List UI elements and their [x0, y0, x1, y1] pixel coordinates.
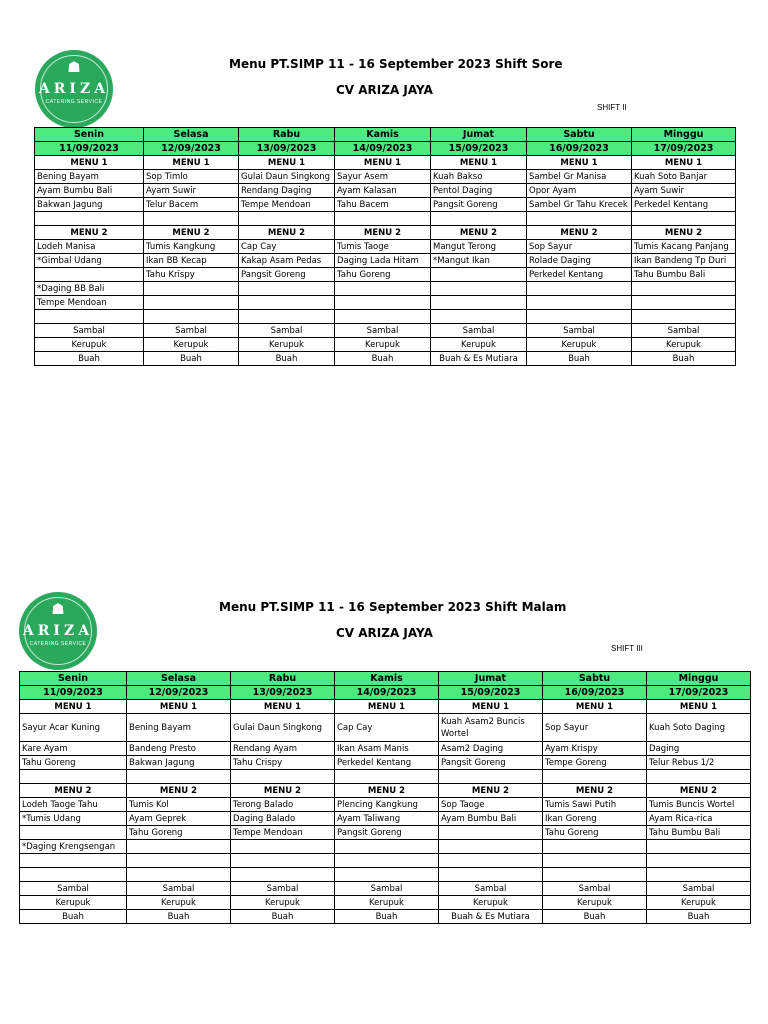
- table-cell: Sambal: [127, 882, 231, 896]
- table-cell: Sambal: [431, 324, 527, 338]
- table-cell: MENU 1: [647, 700, 751, 714]
- table-cell: Sop Sayur: [527, 240, 632, 254]
- company-name: CV ARIZA JAYA: [336, 83, 433, 97]
- table-cell: [647, 770, 751, 784]
- table-cell: Tahu Krispy: [144, 268, 239, 282]
- table-cell: Buah: [647, 910, 751, 924]
- table-cell: Kerupuk: [231, 896, 335, 910]
- table-cell: 12/09/2023: [144, 142, 239, 156]
- table-cell: Ayam Rica-rica: [647, 812, 751, 826]
- table-cell: Buah: [335, 910, 439, 924]
- table-cell: Selasa: [127, 672, 231, 686]
- table-cell: Sambal: [543, 882, 647, 896]
- table-cell: [335, 854, 439, 868]
- table-cell: Tempe Mendoan: [35, 296, 144, 310]
- table-cell: [439, 840, 543, 854]
- table-cell: MENU 1: [144, 156, 239, 170]
- table-cell: [239, 310, 335, 324]
- table-cell: Sambal: [527, 324, 632, 338]
- table-cell: Kerupuk: [335, 896, 439, 910]
- table-cell: Daging: [647, 742, 751, 756]
- table-cell: Opor Ayam: [527, 184, 632, 198]
- table-row: [35, 310, 736, 324]
- table-cell: [335, 296, 431, 310]
- table-cell: Sambal: [632, 324, 736, 338]
- table-cell: [144, 310, 239, 324]
- table-cell: MENU 2: [20, 784, 127, 798]
- ariza-logo: [19, 592, 97, 670]
- table-cell: MENU 2: [543, 784, 647, 798]
- table-cell: Perkedel Kentang: [632, 198, 736, 212]
- menu1-header-row: [20, 700, 751, 714]
- table-cell: MENU 2: [439, 784, 543, 798]
- table-cell: 16/09/2023: [527, 142, 632, 156]
- table-cell: 14/09/2023: [335, 142, 431, 156]
- table-cell: [335, 868, 439, 882]
- table-cell: Buah & Es Mutiara: [439, 910, 543, 924]
- logo-brand: ARIZA: [22, 623, 94, 639]
- table-cell: Rabu: [231, 672, 335, 686]
- table-cell: [239, 282, 335, 296]
- table-cell: Minggu: [647, 672, 751, 686]
- table-cell: [543, 770, 647, 784]
- table-cell: [632, 282, 736, 296]
- table-cell: [127, 854, 231, 868]
- table-cell: 13/09/2023: [231, 686, 335, 700]
- table-row: [20, 868, 751, 882]
- table-cell: MENU 2: [431, 226, 527, 240]
- table-cell: Cap Cay: [239, 240, 335, 254]
- table-row: [35, 212, 736, 226]
- table-cell: Tempe Goreng: [543, 756, 647, 770]
- table-cell: [431, 310, 527, 324]
- table-cell: [35, 212, 144, 226]
- table-row: [20, 714, 751, 742]
- table-cell: Kerupuk: [431, 338, 527, 352]
- table-cell: [335, 310, 431, 324]
- ariza-logo: [35, 50, 113, 128]
- table-row: [35, 240, 736, 254]
- table-cell: MENU 1: [335, 156, 431, 170]
- table-cell: MENU 1: [439, 700, 543, 714]
- table-cell: [439, 826, 543, 840]
- table-cell: [647, 868, 751, 882]
- table-cell: MENU 1: [127, 700, 231, 714]
- table-cell: Tahu Goreng: [20, 756, 127, 770]
- table-cell: Sayur Acar Kuning: [20, 714, 127, 742]
- page-title: Menu PT.SIMP 11 - 16 September 2023 Shift Sore: [229, 57, 563, 71]
- table-cell: Rendang Ayam: [231, 742, 335, 756]
- table-cell: Pangsit Goreng: [439, 756, 543, 770]
- table-cell: Kamis: [335, 672, 439, 686]
- table-cell: Kerupuk: [20, 896, 127, 910]
- table-cell: Rabu: [239, 128, 335, 142]
- table-row: [20, 798, 751, 812]
- table-cell: Tahu Bacem: [335, 198, 431, 212]
- table-cell: [144, 212, 239, 226]
- table-cell: Buah: [335, 352, 431, 366]
- table-cell: MENU 2: [527, 226, 632, 240]
- logo-brand: ARIZA: [38, 81, 110, 97]
- table-cell: 17/09/2023: [647, 686, 751, 700]
- table-cell: Bandeng Presto: [127, 742, 231, 756]
- table-cell: [527, 282, 632, 296]
- table-cell: Sabtu: [543, 672, 647, 686]
- table-cell: Sambel Gr Manisa: [527, 170, 632, 184]
- table-cell: Kare Ayam: [20, 742, 127, 756]
- table-cell: Lodeh Manisa: [35, 240, 144, 254]
- table-cell: MENU 1: [335, 700, 439, 714]
- table-cell: Ikan BB Kecap: [144, 254, 239, 268]
- table-cell: MENU 2: [35, 226, 144, 240]
- table-cell: [239, 296, 335, 310]
- table-cell: [20, 826, 127, 840]
- table-cell: MENU 1: [632, 156, 736, 170]
- table-cell: Ayam Taliwang: [335, 812, 439, 826]
- table-cell: [439, 770, 543, 784]
- table-cell: 12/09/2023: [127, 686, 231, 700]
- table-cell: Sambal: [647, 882, 751, 896]
- table-cell: Buah: [144, 352, 239, 366]
- table-cell: Daging Lada Hitam: [335, 254, 431, 268]
- table-cell: Sambal: [439, 882, 543, 896]
- table-cell: MENU 1: [20, 700, 127, 714]
- table-cell: Sambal: [231, 882, 335, 896]
- table-cell: Daging Balado: [231, 812, 335, 826]
- table-row: [35, 254, 736, 268]
- table-cell: Sop Taoge: [439, 798, 543, 812]
- table-cell: [144, 282, 239, 296]
- table-cell: Buah: [632, 352, 736, 366]
- table-cell: [335, 840, 439, 854]
- table-cell: Asam2 Daging: [439, 742, 543, 756]
- day-header-row: [35, 128, 736, 142]
- table-cell: [439, 868, 543, 882]
- date-header-row: [20, 686, 751, 700]
- table-cell: 14/09/2023: [335, 686, 439, 700]
- table-cell: Kamis: [335, 128, 431, 142]
- table-cell: [431, 212, 527, 226]
- table-cell: [35, 268, 144, 282]
- extras-row: [35, 324, 736, 338]
- day-header-row: [20, 672, 751, 686]
- table-cell: Buah: [231, 910, 335, 924]
- table-cell: [632, 296, 736, 310]
- table-row: [20, 812, 751, 826]
- table-row: [20, 756, 751, 770]
- table-row: [35, 184, 736, 198]
- extras-row: [35, 338, 736, 352]
- table-row: [35, 198, 736, 212]
- table-cell: MENU 2: [647, 784, 751, 798]
- table-cell: MENU 2: [239, 226, 335, 240]
- table-cell: Lodeh Taoge Tahu: [20, 798, 127, 812]
- table-cell: [527, 310, 632, 324]
- table-cell: Ikan Bandeng Tp Duri: [632, 254, 736, 268]
- table-cell: Tahu Bumbu Bali: [647, 826, 751, 840]
- table-cell: [439, 854, 543, 868]
- table-cell: Kuah Bakso: [431, 170, 527, 184]
- menu2-header-row: [35, 226, 736, 240]
- table-cell: Tumis Kangkung: [144, 240, 239, 254]
- table-cell: Tumis Buncis Wortel: [647, 798, 751, 812]
- table-cell: Buah: [20, 910, 127, 924]
- table-cell: Cap Cay: [335, 714, 439, 742]
- table-cell: [431, 282, 527, 296]
- table-cell: 11/09/2023: [35, 142, 144, 156]
- table-cell: Tempe Mendoan: [231, 826, 335, 840]
- table-cell: Tahu Crispy: [231, 756, 335, 770]
- table-cell: Ayam Kalasan: [335, 184, 431, 198]
- table-cell: [543, 868, 647, 882]
- table-cell: MENU 1: [431, 156, 527, 170]
- table-cell: Tempe Mendoan: [239, 198, 335, 212]
- table-cell: [647, 854, 751, 868]
- page-title: Menu PT.SIMP 11 - 16 September 2023 Shift Malam: [219, 600, 567, 614]
- table-cell: Sambal: [335, 324, 431, 338]
- table-cell: Gulai Daun Singkong: [231, 714, 335, 742]
- table-cell: Kuah Soto Daging: [647, 714, 751, 742]
- table-cell: Terong Balado: [231, 798, 335, 812]
- table-cell: Buah: [527, 352, 632, 366]
- table-cell: Ayam Suwir: [144, 184, 239, 198]
- table-cell: Tahu Bumbu Bali: [632, 268, 736, 282]
- logo-subtitle: CATERING SERVICE: [45, 99, 103, 105]
- table-cell: [231, 868, 335, 882]
- table-cell: MENU 2: [335, 784, 439, 798]
- date-header-row: [35, 142, 736, 156]
- table-cell: 16/09/2023: [543, 686, 647, 700]
- table-cell: Sambal: [20, 882, 127, 896]
- menu2-header-row: [20, 784, 751, 798]
- table-cell: Buah: [543, 910, 647, 924]
- extras-row: [20, 896, 751, 910]
- table-cell: Ayam Suwir: [632, 184, 736, 198]
- table-cell: Sop Timlo: [144, 170, 239, 184]
- table-cell: Bening Bayam: [127, 714, 231, 742]
- logo-dome-icon: ☗: [51, 600, 65, 618]
- table-cell: Sambal: [35, 324, 144, 338]
- table-cell: Buah: [127, 910, 231, 924]
- table-cell: Sambal: [144, 324, 239, 338]
- table-cell: [231, 770, 335, 784]
- table-row: [20, 840, 751, 854]
- table-cell: Buah: [239, 352, 335, 366]
- table-cell: 17/09/2023: [632, 142, 736, 156]
- table-cell: *Gimbal Udang: [35, 254, 144, 268]
- table-cell: Bening Bayam: [35, 170, 144, 184]
- table-cell: Tumis Kacang Panjang: [632, 240, 736, 254]
- shift-label: SHIFT III: [611, 644, 643, 653]
- table-cell: Pangsit Goreng: [239, 268, 335, 282]
- table-cell: MENU 1: [231, 700, 335, 714]
- table-cell: MENU 1: [543, 700, 647, 714]
- table-cell: Gulai Daun Singkong: [239, 170, 335, 184]
- table-row: [20, 854, 751, 868]
- table-cell: Sambel Gr Tahu Krecek: [527, 198, 632, 212]
- table-cell: [239, 212, 335, 226]
- table-cell: Tumis Taoge: [335, 240, 431, 254]
- table-row: [35, 282, 736, 296]
- table-cell: MENU 1: [239, 156, 335, 170]
- table-row: [20, 826, 751, 840]
- table-cell: Tumis Kol: [127, 798, 231, 812]
- logo-subtitle: CATERING SERVICE: [29, 641, 87, 647]
- table-cell: 15/09/2023: [439, 686, 543, 700]
- table-cell: Tahu Goreng: [543, 826, 647, 840]
- table-cell: [543, 854, 647, 868]
- table-cell: Kerupuk: [239, 338, 335, 352]
- table-cell: [632, 212, 736, 226]
- table-cell: Perkedel Kentang: [527, 268, 632, 282]
- table-cell: Pangsit Goreng: [335, 826, 439, 840]
- table-row: [20, 770, 751, 784]
- table-cell: Minggu: [632, 128, 736, 142]
- table-cell: Bakwan Jagung: [35, 198, 144, 212]
- table-cell: Sop Sayur: [543, 714, 647, 742]
- logo-dome-icon: ☗: [67, 58, 81, 76]
- shift-label: SHIFT II: [597, 103, 627, 112]
- table-cell: Tahu Goreng: [127, 826, 231, 840]
- table-cell: 11/09/2023: [20, 686, 127, 700]
- table-cell: *Daging Krengsengan: [20, 840, 127, 854]
- table-cell: Selasa: [144, 128, 239, 142]
- table-cell: Kerupuk: [632, 338, 736, 352]
- table-cell: MENU 1: [527, 156, 632, 170]
- table-cell: Sambal: [335, 882, 439, 896]
- table-cell: MENU 1: [35, 156, 144, 170]
- table-cell: Tahu Goreng: [335, 268, 431, 282]
- table-cell: Kerupuk: [35, 338, 144, 352]
- table-cell: [127, 770, 231, 784]
- table-cell: Ayam Krispy: [543, 742, 647, 756]
- table-cell: Kuah Soto Banjar: [632, 170, 736, 184]
- table-cell: Telur Bacem: [144, 198, 239, 212]
- table-cell: [647, 840, 751, 854]
- table-cell: Rolade Daging: [527, 254, 632, 268]
- company-name: CV ARIZA JAYA: [336, 626, 433, 640]
- table-row: [35, 268, 736, 282]
- table-cell: Kerupuk: [527, 338, 632, 352]
- table-cell: Kuah Asam2 Buncis Wortel: [439, 714, 543, 742]
- table-cell: [632, 310, 736, 324]
- menu1-header-row: [35, 156, 736, 170]
- menu-table: [34, 127, 736, 366]
- table-cell: Senin: [20, 672, 127, 686]
- table-cell: [127, 868, 231, 882]
- table-cell: Jumat: [431, 128, 527, 142]
- table-cell: [35, 310, 144, 324]
- table-cell: Kerupuk: [335, 338, 431, 352]
- table-cell: [231, 854, 335, 868]
- table-cell: [20, 854, 127, 868]
- table-cell: [335, 770, 439, 784]
- table-cell: Kerupuk: [127, 896, 231, 910]
- table-cell: Ayam Bumbu Bali: [35, 184, 144, 198]
- table-cell: MENU 2: [231, 784, 335, 798]
- table-cell: Buah & Es Mutiara: [431, 352, 527, 366]
- table-cell: Rendang Daging: [239, 184, 335, 198]
- table-cell: Kerupuk: [647, 896, 751, 910]
- table-row: [35, 170, 736, 184]
- table-cell: [527, 212, 632, 226]
- table-cell: Kerupuk: [144, 338, 239, 352]
- table-cell: [431, 268, 527, 282]
- extras-row: [35, 352, 736, 366]
- table-cell: Kakap Asam Pedas: [239, 254, 335, 268]
- table-cell: Senin: [35, 128, 144, 142]
- table-cell: Bakwan Jagung: [127, 756, 231, 770]
- table-cell: Ikan Asam Manis: [335, 742, 439, 756]
- table-cell: Perkedel Kentang: [335, 756, 439, 770]
- table-cell: [231, 840, 335, 854]
- table-cell: *Mangut Ikan: [431, 254, 527, 268]
- table-cell: *Tumis Udang: [20, 812, 127, 826]
- table-cell: Sambal: [239, 324, 335, 338]
- table-cell: Ayam Bumbu Bali: [439, 812, 543, 826]
- table-cell: Mangut Terong: [431, 240, 527, 254]
- table-cell: MENU 2: [127, 784, 231, 798]
- table-cell: *Daging BB Bali: [35, 282, 144, 296]
- menu-table: [19, 671, 751, 924]
- table-cell: Jumat: [439, 672, 543, 686]
- table-cell: Tumis Sawi Putih: [543, 798, 647, 812]
- table-cell: [335, 212, 431, 226]
- table-row: [20, 742, 751, 756]
- table-cell: 15/09/2023: [431, 142, 527, 156]
- table-cell: Kerupuk: [439, 896, 543, 910]
- table-cell: [127, 840, 231, 854]
- table-cell: [144, 296, 239, 310]
- extras-row: [20, 910, 751, 924]
- table-cell: [527, 296, 632, 310]
- table-cell: Buah: [35, 352, 144, 366]
- table-cell: Pentol Daging: [431, 184, 527, 198]
- table-cell: 13/09/2023: [239, 142, 335, 156]
- table-cell: Kerupuk: [543, 896, 647, 910]
- table-cell: Sabtu: [527, 128, 632, 142]
- table-cell: [20, 770, 127, 784]
- table-cell: Plencing Kangkung: [335, 798, 439, 812]
- table-cell: MENU 2: [335, 226, 431, 240]
- table-cell: Pangsit Goreng: [431, 198, 527, 212]
- table-cell: MENU 2: [144, 226, 239, 240]
- table-row: [35, 296, 736, 310]
- table-cell: [543, 840, 647, 854]
- table-cell: [431, 296, 527, 310]
- table-cell: [335, 282, 431, 296]
- table-cell: Sayur Asem: [335, 170, 431, 184]
- table-cell: Telur Rebus 1/2: [647, 756, 751, 770]
- table-cell: Ayam Geprek: [127, 812, 231, 826]
- table-cell: [20, 868, 127, 882]
- table-cell: Ikan Goreng: [543, 812, 647, 826]
- extras-row: [20, 882, 751, 896]
- table-cell: MENU 2: [632, 226, 736, 240]
